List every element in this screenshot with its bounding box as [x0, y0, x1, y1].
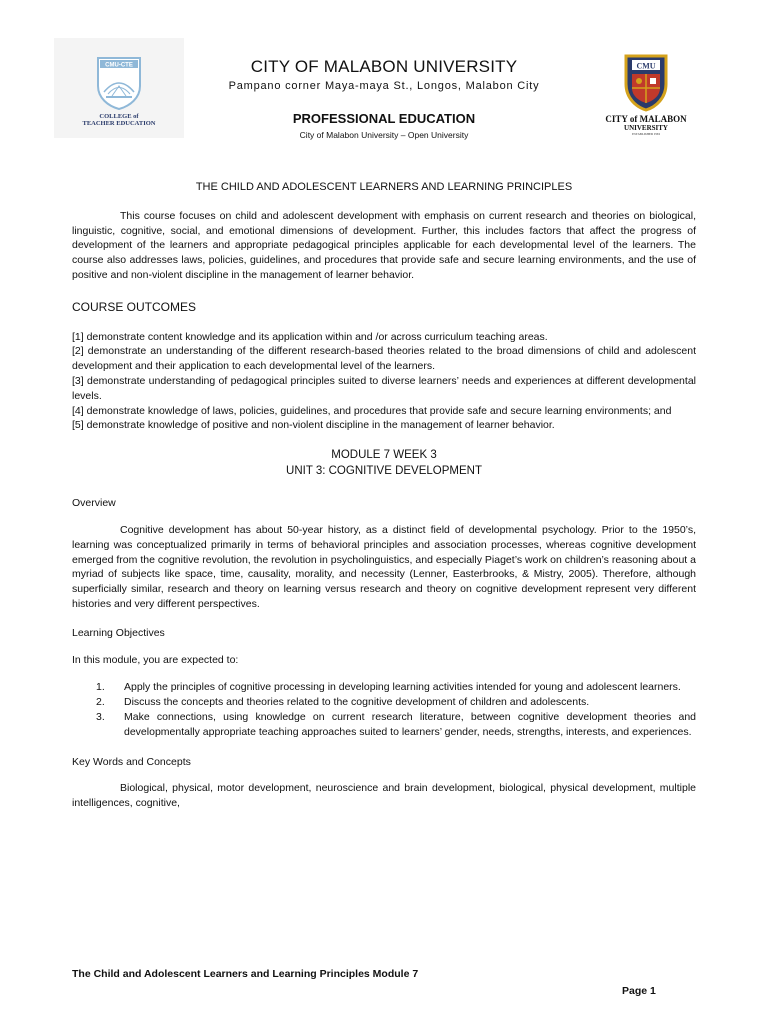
outcome-item: [1] demonstrate content knowledge and its application within and /or across curriculum teaching areas. — [72, 330, 548, 343]
overview-heading: Overview — [72, 497, 116, 510]
cte-logo-line1: COLLEGE of — [99, 113, 139, 120]
cte-logo-line2: TEACHER EDUCATION — [82, 120, 156, 127]
cmu-logo-line2: UNIVERSITY — [624, 124, 668, 132]
document-body — [72, 180, 696, 811]
overview-text: Cognitive development has about 50-year history, as a distinct field of developmental psychology. Prior to the 1950’s, learning was conceptualized primarily in terms of behavioral principles and association processes, whereas cognitive development emerged from the cognitive revolution, the revolution in psycholinguistics, and especially Piaget’s work on children’s reasoning about a myriad of subjects like space, time, causality, morality, and necessity (Lenner, Easterbrooks, & Mistry, 2005). Therefore, although superficially similar, research and theory on learning versus research and theory on cognitive development represent very different histories and very different perspectives. — [72, 523, 696, 610]
outcomes-list — [72, 330, 696, 434]
objective-number: 3. — [96, 710, 105, 723]
page-number: Page 1 — [622, 985, 656, 997]
outcomes-heading: COURSE OUTCOMES — [72, 299, 197, 314]
objective-text: Make connections, using knowledge on current research literature, between cognitive development theories and developmentally appropriate teaching approaches suited to learners’ gender, needs, strengths, interests, and experiences. — [124, 710, 696, 738]
objectives-heading: Learning Objectives — [72, 626, 165, 639]
keywords-text: Biological, physical, motor development, neuroscience and brain development, biological, physical development, multiple intelligences, cognitive, — [72, 782, 696, 810]
department-title: PROFESSIONAL EDUCATION — [292, 111, 476, 126]
footer-title: The Child and Adolescent Learners and Learning Principles Module 7 — [72, 968, 419, 980]
cmu-badge-text: CMU — [636, 61, 656, 71]
cmu-logo — [598, 50, 694, 145]
department-subtitle: City of Malabon University – Open University — [299, 130, 469, 140]
objective-item — [96, 695, 696, 710]
cte-badge-text: CMU-CTE — [105, 62, 133, 69]
course-title: THE CHILD AND ADOLESCENT LEARNERS AND LEARNING PRINCIPLES — [195, 181, 573, 193]
unit-title: UNIT 3: COGNITIVE DEVELOPMENT — [286, 465, 482, 478]
module-heading — [72, 447, 696, 479]
objectives-list — [96, 680, 696, 739]
objective-number: 1. — [96, 681, 105, 694]
cmu-shield-icon — [623, 50, 669, 112]
course-description: This course focuses on child and adolescent development with emphasis on current research and theories on biological, linguistic, cognitive, social, and emotional dimensions of development. Further, this includes factors that affect the progress of development of the learners and appropriate pedagogical principles applicable for each developmental level of the learners. The course also addresses laws, policies, guidelines, and procedures that provide safe and secure learning environments, and the use of positive and non-violent discipline in the management of learner behavior. — [72, 209, 696, 281]
outcome-item: [4] demonstrate knowledge of laws, policies, guidelines, and procedures that provide safe and secure learning environments; and — [72, 404, 672, 417]
cmu-logo-text — [598, 114, 694, 136]
university-name: CITY OF MALABON UNIVERSITY — [250, 57, 518, 76]
outcome-item: [2] demonstrate an understanding of the different research-based theories related to the broad dimensions of child and adolescent development and their application to each developmental level of the learners. — [72, 345, 696, 373]
outcome-item: [3] demonstrate understanding of pedagogical principles suited to diverse learners’ needs and experiences at different developmental levels. — [72, 374, 696, 402]
objectives-intro: In this module, you are expected to: — [72, 653, 239, 666]
cmu-logo-line3: ESTABLISHED 1994 — [632, 132, 660, 136]
university-address: Pampano corner Maya-maya St., Longos, Malabon City — [228, 80, 540, 92]
outcome-item: [5] demonstrate knowledge of positive and non-violent discipline in the management of learner behavior. — [72, 419, 555, 432]
objective-item — [96, 680, 696, 695]
objective-text: Discuss the concepts and theories related to the cognitive development of children and adolescents. — [124, 696, 590, 709]
objective-text: Apply the principles of cognitive processing in developing learning activities intended for young and adolescent learners. — [124, 681, 681, 694]
objective-number: 2. — [96, 696, 105, 709]
cmu-logo-line1: CITY of MALABON — [605, 114, 687, 124]
keywords-heading: Key Words and Concepts — [72, 755, 191, 768]
objective-item — [96, 710, 696, 740]
module-week: MODULE 7 WEEK 3 — [331, 449, 437, 462]
